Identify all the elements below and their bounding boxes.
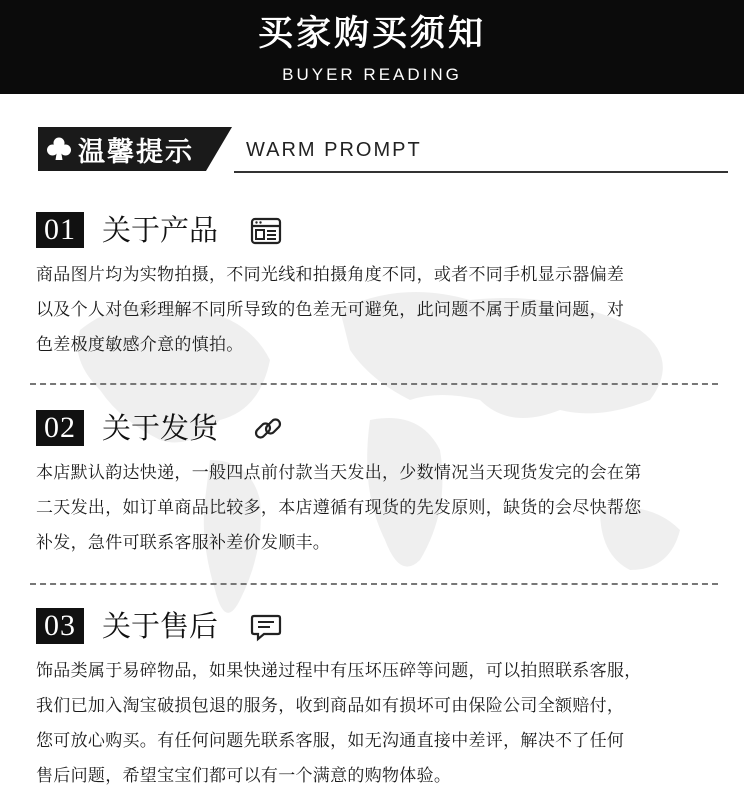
section-after-sales	[36, 604, 736, 786]
section-title: 关于发货	[102, 411, 219, 445]
header-subtitle: BUYER READING	[282, 65, 462, 84]
section-product	[36, 208, 736, 355]
body-line: 饰品类属于易碎物品，如果快递过程中有压坏压碎等问题，可以拍照联系客服，	[36, 661, 642, 681]
section-title: 关于产品	[102, 213, 219, 247]
body-line: 补发，急件可联系客服补差价发顺丰。	[36, 533, 331, 553]
chat-bubble-icon	[250, 612, 282, 642]
body-line: 色差极度敏感介意的慎拍。	[36, 335, 244, 355]
warm-prompt-underline	[234, 171, 728, 173]
body-line: 以及个人对色彩理解不同所导致的色差无可避免，此问题不属于质量问题，对	[36, 300, 625, 320]
section-number: 01	[36, 212, 84, 248]
warm-prompt-title: 温馨提示	[78, 136, 194, 168]
warm-prompt-banner	[38, 127, 696, 173]
section-divider	[30, 383, 718, 385]
body-line: 您可放心购买。有任何问题先联系客服，如无沟通直接中差评，解决不了任何	[36, 731, 625, 751]
body-line: 我们已加入淘宝破损包退的服务，收到商品如有损坏可由保险公司全额赔付，	[36, 696, 625, 716]
body-line: 本店默认韵达快递，一般四点前付款当天发出，少数情况当天现货发完的会在第	[36, 463, 642, 483]
section-body	[36, 654, 736, 794]
body-line: 二天发出，如订单商品比较多，本店遵循有现货的先发原则，缺货的会尽快帮您	[36, 498, 642, 518]
section-divider	[30, 583, 718, 585]
body-line: 售后问题，希望宝宝们都可以有一个满意的购物体验。	[36, 766, 452, 786]
warm-prompt-slant	[206, 127, 232, 171]
header-banner	[0, 0, 744, 94]
header-title: 买家购买须知	[257, 14, 486, 54]
link-icon	[252, 414, 284, 444]
section-header	[36, 604, 736, 652]
section-header	[36, 208, 736, 256]
section-number: 02	[36, 410, 84, 446]
section-body	[36, 456, 736, 561]
section-number: 03	[36, 608, 84, 644]
browser-window-icon	[250, 216, 282, 246]
section-body	[36, 258, 736, 363]
warm-prompt-subtitle: WARM PROMPT	[246, 139, 422, 161]
section-header	[36, 406, 736, 454]
body-line: 商品图片均为实物拍摄，不同光线和拍摄角度不同，或者不同手机显示器偏差	[36, 265, 625, 285]
section-title: 关于售后	[102, 609, 219, 643]
warm-prompt-label	[38, 127, 206, 171]
section-shipping	[36, 406, 736, 553]
club-icon	[46, 136, 72, 162]
